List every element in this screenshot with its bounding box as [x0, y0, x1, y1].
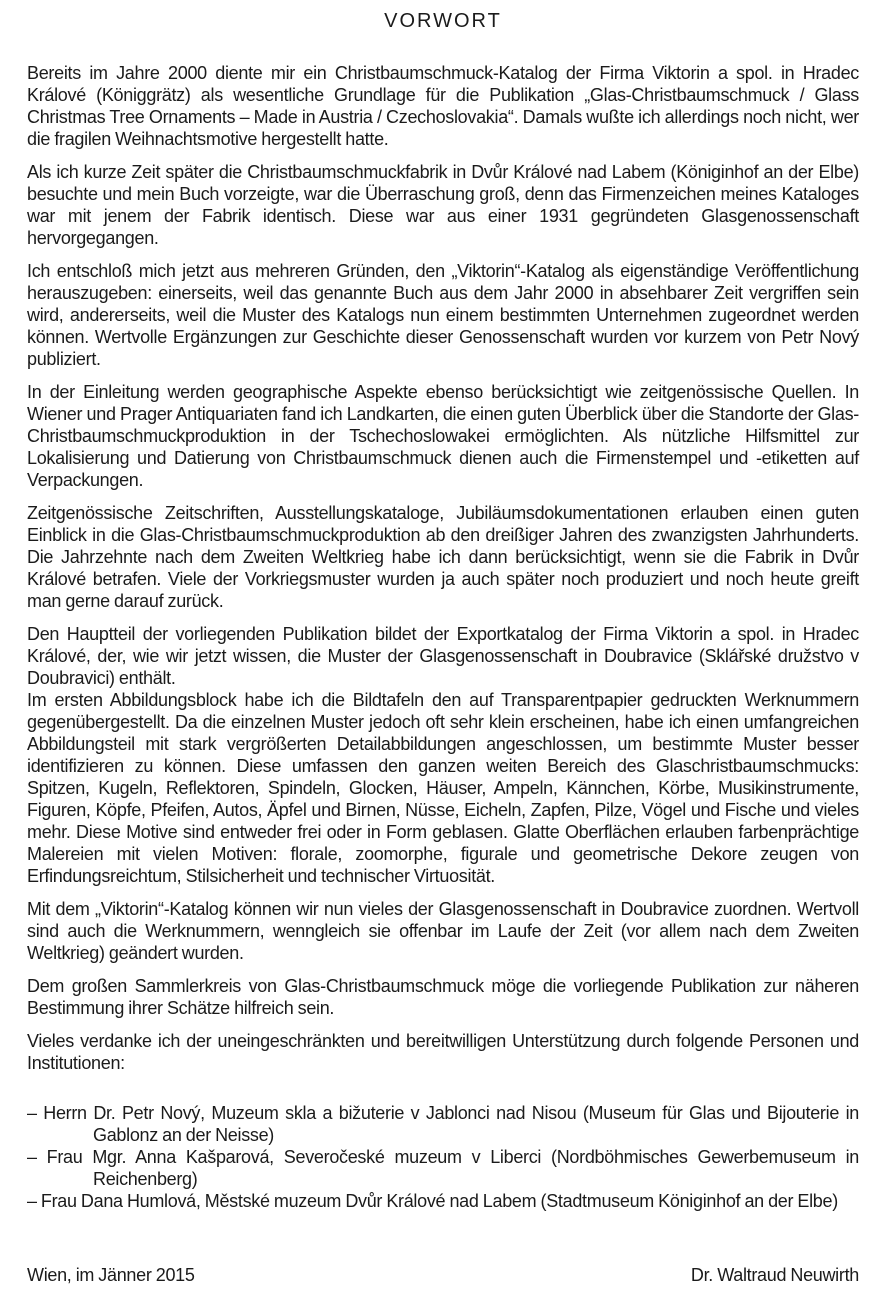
acknowledgement-item-dana-humlova: – Frau Dana Humlová, Městské muzeum Dvůr Králové nad Labem (Stadtmuseum Königinhof an der Elbe) — [27, 1191, 838, 1211]
paragraph-factory-visit: Als ich kurze Zeit später die Christbaumschmuckfabrik in Dvůr Králové nad Labem (Königinhof an der Elbe) besuchte und mein Buch vorzeigte, war die Überraschung groß, denn das Firmenzeichen meines Kataloges war mit jenem der Fabrik identisch. Diese war aus einer 1931 gegründeten Glasgenossenschaft hervorgegangen. — [27, 162, 859, 248]
paragraph-attribution: Mit dem „Viktorin“-Katalog können wir nun vieles der Glasgenossenschaft in Doubravice zuordnen. Wertvoll sind auch die Werknummern, wenngleich sie offenbar im Laufe der Zeit (vor allem nach dem Zweiten Weltkrieg) geändert wurden. — [27, 899, 859, 963]
paragraph-illustration-blocks: Im ersten Abbildungsblock habe ich die Bildtafeln den auf Transparentpapier gedruckten Werknummern gegenübergestellt. Da die einzelnen Muster jedoch oft sehr klein erscheinen, habe ich einen umfangreichen Abbildungsteil mit stark vergrößerten Detailabbildungen angeschlossen, um bestimmte Muster besser identifizieren zu können. Diese umfassen den ganzen weiten Bereich des Glaschristbaumschmucks: Spitzen, Kugeln, Reflektoren, Spindeln, Glocken, Häuser, Ampeln, Kännchen, Körbe, Musikinstrumente, Figuren, Köpfe, Pfeifen, Autos, Äpfel und Birnen, Nüsse, Eicheln, Zapfen, Pilze, Vögel und Fische und vieles mehr. Diese Motive sind entweder frei oder in Form geblasen. Glatte Oberflächen erlauben farbenprächtige Malereien mit vielen Motiven: florale, zoomorphe, figurale und geometrische Dekore zeugen von Erfindungsreichtum, Stilsicherheit und technischer Virtuosität. — [27, 690, 859, 886]
acknowledgement-list — [27, 1102, 859, 1212]
paragraph-introduction-sources: In der Einleitung werden geographische Aspekte ebenso berücksichtigt wie zeitgenössische Quellen. In Wiener und Prager Antiquariaten fand ich Landkarten, die einen guten Überblick über die Standorte der Glas-Christbaumschmuckproduktion in der Tschechoslowakei ermöglichten. Als nützliche Hilfsmittel zur Lokalisierung und Datierung von Christbaumschmuck dienen auch die Firmenstempel und -etiketten auf Verpackungen. — [27, 382, 859, 490]
paragraph-period-journals: Zeitgenössische Zeitschriften, Ausstellungskataloge, Jubiläumsdokumentationen erlauben einen guten Einblick in die Glas-Christbaumschmuckproduktion ab den dreißiger Jahren des zwanzigsten Jahrhunderts. Die Jahrzehnte nach dem Zweiten Weltkrieg habe ich dann berücksichtigt, wenn sie die Fabrik in Dvůr Králové betrafen. Viele der Vorkriegsmuster wurden ja auch später noch produziert und noch heute greift man gerne darauf zurück. — [27, 503, 859, 611]
acknowledgement-item-petr-novy: – Herrn Dr. Petr Nový, Muzeum skla a bižuterie v Jablonci nad Nisou (Museum für Glas und Bijouterie in Gablonz an der Neisse) — [27, 1103, 859, 1145]
paragraph-main-part: Den Hauptteil der vorliegenden Publikation bildet der Exportkatalog der Firma Viktorin a spol. in Hradec Králové, der, wie wir jetzt wissen, die Muster der Glasgenossenschaft in Doubravice (Sklářské družstvo v Doubravici) enthält. — [27, 624, 859, 688]
paragraph-intro-catalog: Bereits im Jahre 2000 diente mir ein Christbaumschmuck-Katalog der Firma Viktorin a spol. in Hradec Králové (Königgrätz) als wesentliche Grundlage für die Publikation „Glas-Christbaumschmuck / Glass Christmas Tree Ornaments – Made in Austria / Czechoslovakia“. Damals wußte ich allerdings noch nicht, wer die fragilen Weihnachtsmotive hergestellt hatte. — [27, 63, 859, 149]
acknowledgement-item-anna-kasparova: – Frau Mgr. Anna Kašparová, Severočeské muzeum v Liberci (Nordböhmisches Gewerbemuseum in Reichenberg) — [27, 1147, 859, 1189]
page-title: VORWORT — [384, 10, 502, 32]
paragraph-thanks-intro: Vieles verdanke ich der uneingeschränkten und bereitwilligen Unterstützung durch folgende Personen und Institutionen: — [27, 1031, 859, 1073]
paragraph-collectors: Dem großen Sammlerkreis von Glas-Christbaumschmuck möge die vorliegende Publikation zur näheren Bestimmung ihrer Schätze hilfreich sein. — [27, 976, 859, 1018]
footer — [27, 1264, 859, 1286]
title-block — [27, 8, 859, 62]
place-and-date: Wien, im Jänner 2015 — [27, 1265, 195, 1285]
paragraph-publication-reasons: Ich entschloß mich jetzt aus mehreren Gründen, den „Viktorin“-Katalog als eigenständige Veröffentlichung herauszugeben: einerseits, weil das genannte Buch aus dem Jahr 2000 in absehbarer Zeit vergriffen sein wird, andererseits, weil die Muster des Katalogs nun einem bestimmten Unternehmen zugeordnet werden können. Wertvolle Ergänzungen zur Geschichte dieser Genossenschaft wurden vor kurzem von Petr Nový publiziert. — [27, 261, 859, 369]
author-name: Dr. Waltraud Neuwirth — [690, 1265, 859, 1285]
